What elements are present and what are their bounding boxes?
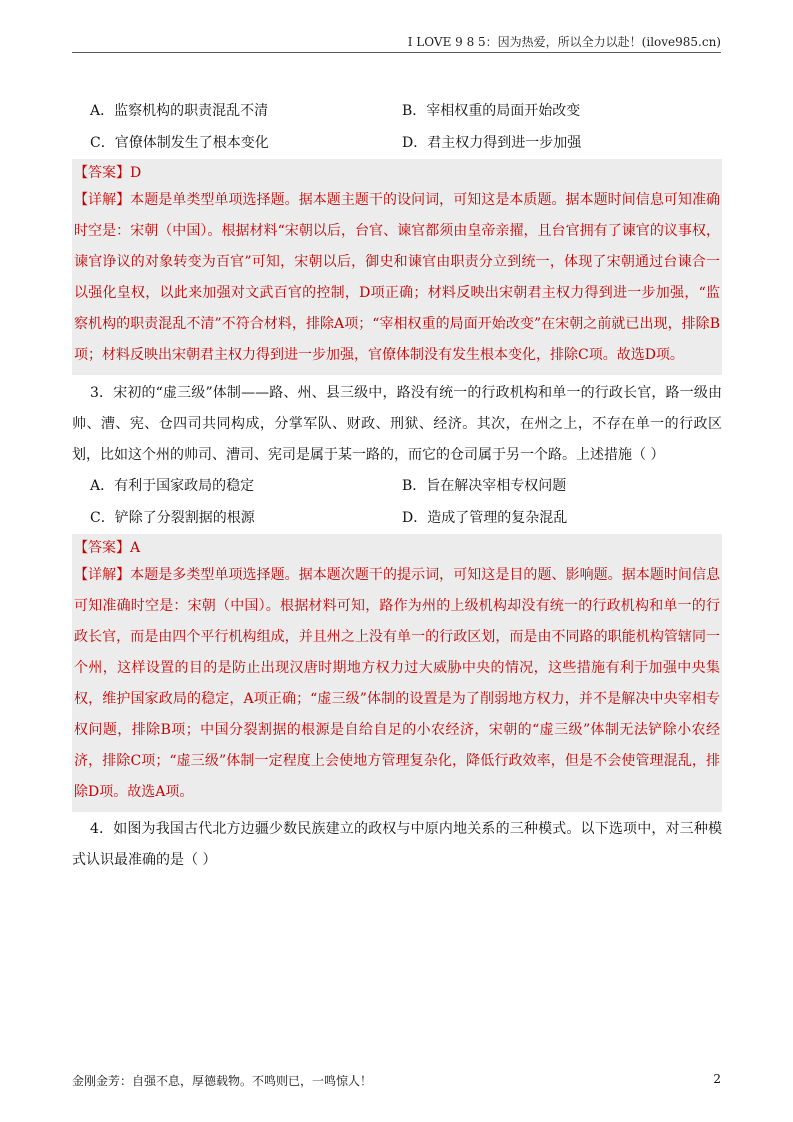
- q2-option-a: A．监察机构的职责混乱不清: [90, 103, 269, 119]
- q3-answer: 【答案】A: [74, 540, 141, 556]
- header-rule: [72, 52, 721, 53]
- q3-answer-box: [72, 534, 722, 812]
- q2-option-b: B．宰相权重的局面开始改变: [402, 103, 581, 119]
- q2-answer: 【答案】D: [74, 165, 142, 181]
- q3-option-d: D．造成了管理的复杂混乱: [402, 510, 568, 526]
- q2-answer-box: [72, 159, 722, 375]
- footer-motto: 金刚金芳：自强不息，厚德载物。不鸣则已，一鸣惊人！: [72, 1074, 373, 1088]
- q2-option-c: C．官僚体制发生了根本变化: [90, 135, 269, 151]
- q3-option-a: A．有利于国家政局的稳定: [90, 478, 255, 494]
- page-header: I LOVE 9 8 5：因为热爱，所以全力以赴！(ilove985.cn): [407, 35, 721, 49]
- q3-option-c: C．铲除了分裂割据的根源: [90, 510, 255, 526]
- page-number: 2: [713, 1072, 721, 1086]
- q2-option-d: D．君主权力得到进一步加强: [402, 135, 582, 151]
- q3-detail: 【详解】本题是多类型单项选择题。据本题次题干的提示词，可知这是目的题、影响题。据本题时间信息可知准确时空是：宋朝（中国）。根据材料可知，路作为州的上级机构却没有统一的行政机构和单一的行政长官，而是由四个平行机构组成，并且州之上没有单一的行政区划，而是由不同路的职能机构管辖同一个州，这样设置的目的是防止出现汉唐时期地方权力过大威胁中央的情况，这些措施有利于加强中央集权，维护国家政局的稳定，A项正确；“虚三级”体制的设置是为了削弱地方权力，并不是解决中央宰相专权问题，排除B项；中国分裂割据的根源是自给自足的小农经济，宋朝的“虚三级”体制无法铲除小农经济，排除C项；“虚三级”体制一定程度上会使地方管理复杂化，降低行政效率，但是不会使管理混乱，排除D项。故选A项。: [74, 567, 720, 800]
- q2-detail: 【详解】本题是单类型单项选择题。据本题主题干的设问词，可知这是本质题。据本题时间信息可知准确时空是：宋朝（中国）。根据材料“宋朝以后，台官、谏官都须由皇帝亲擢，且台官拥有了谏官的议事权，谏官诤议的对象转变为百官”可知，宋朝以后，御史和谏官由职责分立到统一，体现了宋朝通过台谏合一以强化皇权，以此来加强对文武百官的控制，D项正确；材料反映出宋朝君主权力得到进一步加强，“监察机构的职责混乱不清”不符合材料，排除A项；“宰相权重的局面开始改变”在宋朝之前就已出现，排除B项；材料反映出宋朝君主权力得到进一步加强，官僚体制没有发生根本变化，排除C项。故选D项。: [74, 192, 720, 363]
- q2-options: [72, 101, 722, 165]
- q4-stem: 4．如图为我国古代北方边疆少数民族建立的政权与中原内地关系的三种模式。以下选项中，对三种模式认识最准确的是（ ）: [72, 821, 722, 868]
- q3-stem: 3．宋初的“虚三级”体制——路、州、县三级中，路没有统一的行政机构和单一的行政长官，路一级由帅、漕、宪、仓四司共同构成，分掌军队、财政、刑狱、经济。其次，在州之上，不存在单一的行政区划，比如这个州的帅司、漕司、宪司是属于某一路的，而它的仓司属于另一个路。上述措施（ ）: [72, 385, 722, 463]
- q3-option-b: B．旨在解决宰相专权问题: [402, 478, 567, 494]
- q3-options: [72, 476, 722, 540]
